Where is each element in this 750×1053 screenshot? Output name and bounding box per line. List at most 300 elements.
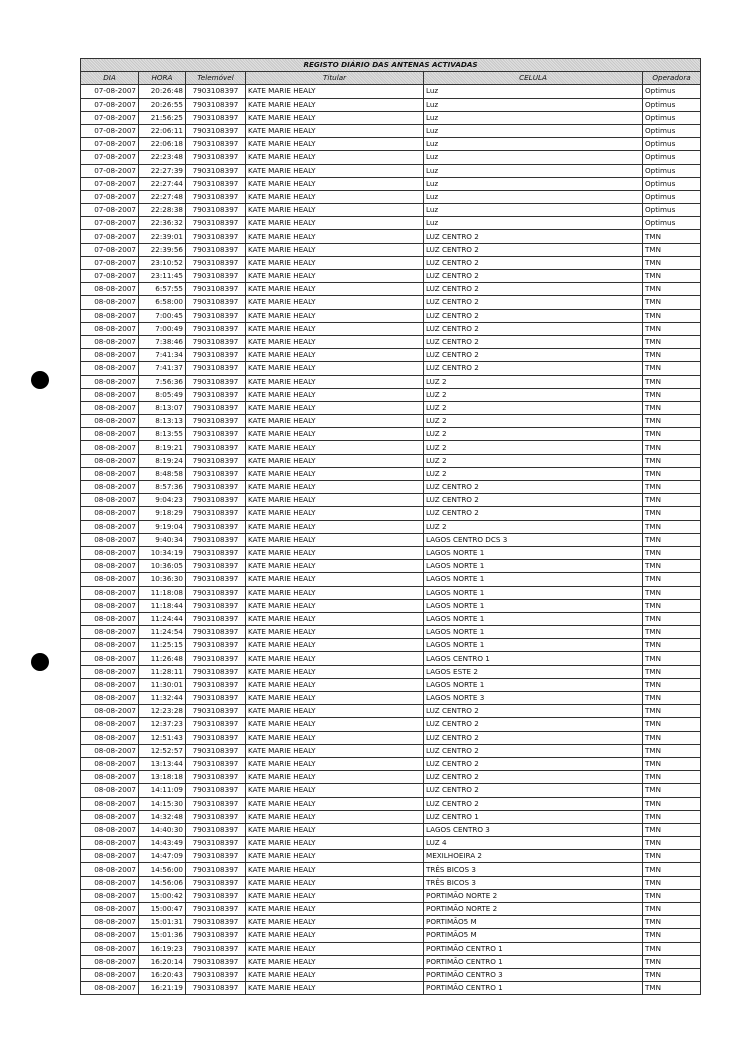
table-row (81, 955, 701, 968)
cell-celula: TRÊS BICOS 3 (424, 876, 643, 889)
cell-dia: 08-08-2007 (81, 757, 139, 770)
cell-hora: 7:00:49 (139, 322, 186, 335)
cell-operadora: TMN (643, 467, 701, 480)
cell-telemovel: 7903108397 (186, 481, 246, 494)
cell-dia: 07-08-2007 (81, 256, 139, 269)
table-row (81, 138, 701, 151)
table-row (81, 375, 701, 388)
cell-dia: 08-08-2007 (81, 612, 139, 625)
table-row (81, 388, 701, 401)
cell-hora: 11:25:15 (139, 639, 186, 652)
cell-operadora: TMN (643, 850, 701, 863)
cell-titular: KATE MARIE HEALY (246, 375, 424, 388)
cell-titular: KATE MARIE HEALY (246, 111, 424, 124)
cell-telemovel: 7903108397 (186, 401, 246, 414)
cell-hora: 11:24:54 (139, 626, 186, 639)
cell-titular: KATE MARIE HEALY (246, 388, 424, 401)
table-row (81, 256, 701, 269)
cell-celula: Luz (424, 111, 643, 124)
cell-celula: PORTIMÃO CENTRO 3 (424, 968, 643, 981)
cell-hora: 11:32:44 (139, 692, 186, 705)
cell-titular: KATE MARIE HEALY (246, 889, 424, 902)
cell-celula: LAGOS CENTRO DCS 3 (424, 533, 643, 546)
cell-operadora: TMN (643, 494, 701, 507)
cell-titular: KATE MARIE HEALY (246, 744, 424, 757)
cell-hora: 10:34:19 (139, 546, 186, 559)
cell-hora: 22:28:38 (139, 204, 186, 217)
cell-hora: 11:18:08 (139, 586, 186, 599)
cell-celula: LUZ CENTRO 2 (424, 771, 643, 784)
cell-hora: 10:36:05 (139, 560, 186, 573)
cell-dia: 08-08-2007 (81, 454, 139, 467)
cell-telemovel: 7903108397 (186, 138, 246, 151)
cell-dia: 08-08-2007 (81, 428, 139, 441)
table-row (81, 441, 701, 454)
cell-titular: KATE MARIE HEALY (246, 692, 424, 705)
cell-telemovel: 7903108397 (186, 850, 246, 863)
cell-hora: 16:21:19 (139, 982, 186, 995)
cell-hora: 20:26:48 (139, 85, 186, 98)
cell-hora: 14:43:49 (139, 837, 186, 850)
cell-operadora: TMN (643, 744, 701, 757)
cell-telemovel: 7903108397 (186, 731, 246, 744)
cell-operadora: TMN (643, 481, 701, 494)
cell-telemovel: 7903108397 (186, 85, 246, 98)
cell-dia: 08-08-2007 (81, 784, 139, 797)
cell-telemovel: 7903108397 (186, 388, 246, 401)
cell-telemovel: 7903108397 (186, 520, 246, 533)
cell-hora: 10:36:30 (139, 573, 186, 586)
table-row (81, 362, 701, 375)
cell-telemovel: 7903108397 (186, 349, 246, 362)
cell-telemovel: 7903108397 (186, 111, 246, 124)
cell-titular: KATE MARIE HEALY (246, 335, 424, 348)
cell-hora: 8:05:49 (139, 388, 186, 401)
table-row (81, 401, 701, 414)
cell-telemovel: 7903108397 (186, 98, 246, 111)
cell-titular: KATE MARIE HEALY (246, 797, 424, 810)
cell-operadora: TMN (643, 889, 701, 902)
cell-hora: 22:39:01 (139, 230, 186, 243)
cell-hora: 8:48:58 (139, 467, 186, 480)
cell-titular: KATE MARIE HEALY (246, 546, 424, 559)
punch-hole (31, 371, 49, 389)
cell-telemovel: 7903108397 (186, 757, 246, 770)
cell-titular: KATE MARIE HEALY (246, 204, 424, 217)
table-row (81, 164, 701, 177)
cell-titular: KATE MARIE HEALY (246, 296, 424, 309)
cell-operadora: Optimus (643, 151, 701, 164)
cell-operadora: Optimus (643, 138, 701, 151)
cell-dia: 07-08-2007 (81, 190, 139, 203)
cell-dia: 08-08-2007 (81, 705, 139, 718)
cell-telemovel: 7903108397 (186, 876, 246, 889)
cell-celula: LAGOS NORTE 3 (424, 692, 643, 705)
table-row (81, 494, 701, 507)
cell-hora: 15:01:36 (139, 929, 186, 942)
cell-dia: 08-08-2007 (81, 573, 139, 586)
cell-hora: 15:00:42 (139, 889, 186, 902)
cell-dia: 08-08-2007 (81, 560, 139, 573)
cell-operadora: Optimus (643, 177, 701, 190)
cell-titular: KATE MARIE HEALY (246, 968, 424, 981)
cell-operadora: Optimus (643, 204, 701, 217)
cell-celula: PORTIMÃO CENTRO 1 (424, 942, 643, 955)
cell-dia: 08-08-2007 (81, 441, 139, 454)
cell-dia: 08-08-2007 (81, 744, 139, 757)
cell-titular: KATE MARIE HEALY (246, 124, 424, 137)
cell-operadora: TMN (643, 599, 701, 612)
cell-operadora: TMN (643, 415, 701, 428)
cell-operadora: TMN (643, 283, 701, 296)
cell-celula: LUZ 2 (424, 441, 643, 454)
cell-operadora: TMN (643, 309, 701, 322)
cell-telemovel: 7903108397 (186, 177, 246, 190)
cell-operadora: TMN (643, 573, 701, 586)
cell-celula: LAGOS NORTE 1 (424, 626, 643, 639)
table-row (81, 784, 701, 797)
cell-celula: LUZ CENTRO 2 (424, 309, 643, 322)
cell-celula: LUZ 2 (424, 401, 643, 414)
cell-operadora: TMN (643, 322, 701, 335)
cell-dia: 07-08-2007 (81, 98, 139, 111)
table-row (81, 982, 701, 995)
cell-telemovel: 7903108397 (186, 270, 246, 283)
cell-hora: 11:26:48 (139, 652, 186, 665)
table-body (81, 85, 701, 995)
cell-operadora: TMN (643, 533, 701, 546)
col-header-dia: DIA (81, 72, 139, 85)
cell-dia: 08-08-2007 (81, 481, 139, 494)
cell-titular: KATE MARIE HEALY (246, 784, 424, 797)
cell-operadora: TMN (643, 929, 701, 942)
cell-operadora: TMN (643, 823, 701, 836)
table-row (81, 639, 701, 652)
cell-telemovel: 7903108397 (186, 362, 246, 375)
cell-dia: 07-08-2007 (81, 151, 139, 164)
cell-operadora: TMN (643, 560, 701, 573)
cell-dia: 08-08-2007 (81, 309, 139, 322)
cell-operadora: TMN (643, 982, 701, 995)
table-row (81, 692, 701, 705)
cell-celula: LAGOS NORTE 1 (424, 546, 643, 559)
table-row (81, 454, 701, 467)
cell-celula: LAGOS NORTE 1 (424, 586, 643, 599)
cell-titular: KATE MARIE HEALY (246, 599, 424, 612)
cell-hora: 8:19:24 (139, 454, 186, 467)
cell-hora: 7:56:36 (139, 375, 186, 388)
cell-dia: 08-08-2007 (81, 586, 139, 599)
cell-telemovel: 7903108397 (186, 626, 246, 639)
table-row (81, 546, 701, 559)
cell-dia: 07-08-2007 (81, 204, 139, 217)
cell-titular: KATE MARIE HEALY (246, 322, 424, 335)
cell-dia: 07-08-2007 (81, 177, 139, 190)
cell-hora: 22:06:11 (139, 124, 186, 137)
cell-hora: 12:52:57 (139, 744, 186, 757)
cell-telemovel: 7903108397 (186, 652, 246, 665)
cell-celula: LUZ CENTRO 2 (424, 270, 643, 283)
cell-titular: KATE MARIE HEALY (246, 230, 424, 243)
cell-celula: PORTIMÃO NORTE 2 (424, 889, 643, 902)
cell-hora: 11:30:01 (139, 678, 186, 691)
cell-telemovel: 7903108397 (186, 322, 246, 335)
cell-celula: LUZ CENTRO 2 (424, 481, 643, 494)
cell-titular: KATE MARIE HEALY (246, 982, 424, 995)
cell-dia: 08-08-2007 (81, 520, 139, 533)
table-row (81, 705, 701, 718)
cell-celula: LUZ CENTRO 2 (424, 494, 643, 507)
cell-dia: 07-08-2007 (81, 270, 139, 283)
cell-titular: KATE MARIE HEALY (246, 164, 424, 177)
cell-telemovel: 7903108397 (186, 454, 246, 467)
cell-dia: 08-08-2007 (81, 929, 139, 942)
table-row (81, 876, 701, 889)
cell-dia: 07-08-2007 (81, 124, 139, 137)
cell-hora: 14:11:09 (139, 784, 186, 797)
table-row (81, 98, 701, 111)
cell-celula: LUZ CENTRO 2 (424, 744, 643, 757)
cell-telemovel: 7903108397 (186, 889, 246, 902)
cell-telemovel: 7903108397 (186, 678, 246, 691)
cell-titular: KATE MARIE HEALY (246, 309, 424, 322)
cell-telemovel: 7903108397 (186, 744, 246, 757)
cell-operadora: Optimus (643, 190, 701, 203)
table-row (81, 626, 701, 639)
cell-celula: LUZ CENTRO 2 (424, 322, 643, 335)
cell-telemovel: 7903108397 (186, 256, 246, 269)
cell-celula: Luz (424, 151, 643, 164)
cell-celula: LUZ 2 (424, 415, 643, 428)
table-row (81, 560, 701, 573)
cell-hora: 7:41:34 (139, 349, 186, 362)
cell-celula: PORTIMÃO CENTRO 1 (424, 955, 643, 968)
cell-dia: 07-08-2007 (81, 138, 139, 151)
cell-telemovel: 7903108397 (186, 903, 246, 916)
cell-dia: 08-08-2007 (81, 718, 139, 731)
cell-operadora: TMN (643, 520, 701, 533)
table-row (81, 85, 701, 98)
cell-titular: KATE MARIE HEALY (246, 810, 424, 823)
cell-celula: LUZ CENTRO 2 (424, 230, 643, 243)
cell-celula: LAGOS NORTE 1 (424, 573, 643, 586)
cell-telemovel: 7903108397 (186, 955, 246, 968)
cell-celula: LUZ CENTRO 2 (424, 757, 643, 770)
cell-operadora: TMN (643, 916, 701, 929)
cell-dia: 08-08-2007 (81, 876, 139, 889)
cell-telemovel: 7903108397 (186, 164, 246, 177)
cell-dia: 08-08-2007 (81, 665, 139, 678)
cell-titular: KATE MARIE HEALY (246, 823, 424, 836)
table-row (81, 533, 701, 546)
table-row (81, 243, 701, 256)
cell-titular: KATE MARIE HEALY (246, 428, 424, 441)
cell-telemovel: 7903108397 (186, 335, 246, 348)
cell-hora: 14:15:30 (139, 797, 186, 810)
cell-operadora: TMN (643, 942, 701, 955)
cell-titular: KATE MARIE HEALY (246, 639, 424, 652)
table-row (81, 863, 701, 876)
cell-hora: 11:24:44 (139, 612, 186, 625)
cell-titular: KATE MARIE HEALY (246, 705, 424, 718)
table-row (81, 771, 701, 784)
cell-dia: 08-08-2007 (81, 626, 139, 639)
cell-hora: 8:13:07 (139, 401, 186, 414)
cell-telemovel: 7903108397 (186, 217, 246, 230)
cell-titular: KATE MARIE HEALY (246, 441, 424, 454)
cell-operadora: Optimus (643, 98, 701, 111)
cell-telemovel: 7903108397 (186, 665, 246, 678)
cell-titular: KATE MARIE HEALY (246, 665, 424, 678)
cell-operadora: TMN (643, 256, 701, 269)
table-row (81, 111, 701, 124)
cell-celula: LAGOS NORTE 1 (424, 599, 643, 612)
cell-operadora: Optimus (643, 217, 701, 230)
cell-operadora: Optimus (643, 124, 701, 137)
cell-telemovel: 7903108397 (186, 573, 246, 586)
cell-titular: KATE MARIE HEALY (246, 573, 424, 586)
cell-titular: KATE MARIE HEALY (246, 467, 424, 480)
cell-telemovel: 7903108397 (186, 784, 246, 797)
cell-operadora: TMN (643, 401, 701, 414)
table-row (81, 586, 701, 599)
cell-dia: 08-08-2007 (81, 797, 139, 810)
table-row (81, 757, 701, 770)
cell-celula: LUZ CENTRO 2 (424, 705, 643, 718)
cell-celula: LAGOS ESTE 2 (424, 665, 643, 678)
cell-dia: 08-08-2007 (81, 823, 139, 836)
table-row (81, 415, 701, 428)
cell-dia: 08-08-2007 (81, 599, 139, 612)
cell-hora: 16:20:14 (139, 955, 186, 968)
cell-hora: 13:18:18 (139, 771, 186, 784)
cell-titular: KATE MARIE HEALY (246, 652, 424, 665)
cell-celula: Luz (424, 124, 643, 137)
cell-celula: LUZ CENTRO 2 (424, 243, 643, 256)
cell-operadora: TMN (643, 375, 701, 388)
cell-dia: 08-08-2007 (81, 283, 139, 296)
table-row (81, 942, 701, 955)
cell-dia: 08-08-2007 (81, 889, 139, 902)
cell-telemovel: 7903108397 (186, 124, 246, 137)
cell-operadora: TMN (643, 626, 701, 639)
cell-telemovel: 7903108397 (186, 586, 246, 599)
cell-dia: 08-08-2007 (81, 982, 139, 995)
cell-titular: KATE MARIE HEALY (246, 626, 424, 639)
cell-operadora: TMN (643, 784, 701, 797)
cell-celula: LUZ CENTRO 2 (424, 349, 643, 362)
table-row (81, 916, 701, 929)
cell-dia: 08-08-2007 (81, 546, 139, 559)
cell-titular: KATE MARIE HEALY (246, 401, 424, 414)
cell-dia: 08-08-2007 (81, 639, 139, 652)
cell-celula: LUZ CENTRO 2 (424, 784, 643, 797)
cell-operadora: TMN (643, 296, 701, 309)
table-row (81, 599, 701, 612)
cell-dia: 08-08-2007 (81, 401, 139, 414)
table-row (81, 283, 701, 296)
table-row (81, 507, 701, 520)
table-row (81, 810, 701, 823)
cell-dia: 07-08-2007 (81, 217, 139, 230)
cell-titular: KATE MARIE HEALY (246, 520, 424, 533)
cell-titular: KATE MARIE HEALY (246, 138, 424, 151)
cell-titular: KATE MARIE HEALY (246, 757, 424, 770)
table-row (81, 335, 701, 348)
cell-titular: KATE MARIE HEALY (246, 942, 424, 955)
table-row (81, 151, 701, 164)
cell-dia: 08-08-2007 (81, 322, 139, 335)
cell-celula: LUZ CENTRO 1 (424, 810, 643, 823)
cell-celula: Luz (424, 85, 643, 98)
cell-telemovel: 7903108397 (186, 718, 246, 731)
cell-celula: LUZ 2 (424, 388, 643, 401)
cell-dia: 08-08-2007 (81, 692, 139, 705)
cell-celula: PORTIMÃO5 M (424, 929, 643, 942)
cell-titular: KATE MARIE HEALY (246, 190, 424, 203)
cell-dia: 08-08-2007 (81, 494, 139, 507)
table-row (81, 678, 701, 691)
cell-telemovel: 7903108397 (186, 309, 246, 322)
cell-dia: 08-08-2007 (81, 388, 139, 401)
cell-dia: 08-08-2007 (81, 335, 139, 348)
cell-dia: 08-08-2007 (81, 362, 139, 375)
cell-operadora: TMN (643, 665, 701, 678)
cell-titular: KATE MARIE HEALY (246, 270, 424, 283)
cell-telemovel: 7903108397 (186, 230, 246, 243)
cell-hora: 22:36:32 (139, 217, 186, 230)
cell-operadora: TMN (643, 546, 701, 559)
cell-dia: 08-08-2007 (81, 296, 139, 309)
cell-telemovel: 7903108397 (186, 599, 246, 612)
cell-celula: Luz (424, 217, 643, 230)
cell-titular: KATE MARIE HEALY (246, 454, 424, 467)
cell-telemovel: 7903108397 (186, 863, 246, 876)
cell-telemovel: 7903108397 (186, 612, 246, 625)
table-row (81, 217, 701, 230)
cell-dia: 08-08-2007 (81, 771, 139, 784)
cell-hora: 8:57:36 (139, 481, 186, 494)
cell-operadora: TMN (643, 797, 701, 810)
cell-celula: MEXILHOEIRA 2 (424, 850, 643, 863)
cell-operadora: TMN (643, 270, 701, 283)
table-row (81, 731, 701, 744)
cell-telemovel: 7903108397 (186, 415, 246, 428)
table-row (81, 190, 701, 203)
cell-telemovel: 7903108397 (186, 375, 246, 388)
cell-telemovel: 7903108397 (186, 204, 246, 217)
cell-dia: 08-08-2007 (81, 467, 139, 480)
table-row (81, 177, 701, 190)
cell-celula: Luz (424, 204, 643, 217)
cell-operadora: TMN (643, 837, 701, 850)
cell-dia: 07-08-2007 (81, 164, 139, 177)
table-row (81, 665, 701, 678)
cell-celula: Luz (424, 177, 643, 190)
table-row (81, 322, 701, 335)
cell-telemovel: 7903108397 (186, 546, 246, 559)
cell-hora: 23:10:52 (139, 256, 186, 269)
cell-hora: 21:56:25 (139, 111, 186, 124)
cell-celula: LAGOS CENTRO 1 (424, 652, 643, 665)
cell-celula: PORTIMÃO NORTE 2 (424, 903, 643, 916)
punch-hole (31, 653, 49, 671)
cell-hora: 11:28:11 (139, 665, 186, 678)
cell-celula: LAGOS NORTE 1 (424, 612, 643, 625)
cell-hora: 8:13:55 (139, 428, 186, 441)
cell-titular: KATE MARIE HEALY (246, 612, 424, 625)
table-row (81, 652, 701, 665)
